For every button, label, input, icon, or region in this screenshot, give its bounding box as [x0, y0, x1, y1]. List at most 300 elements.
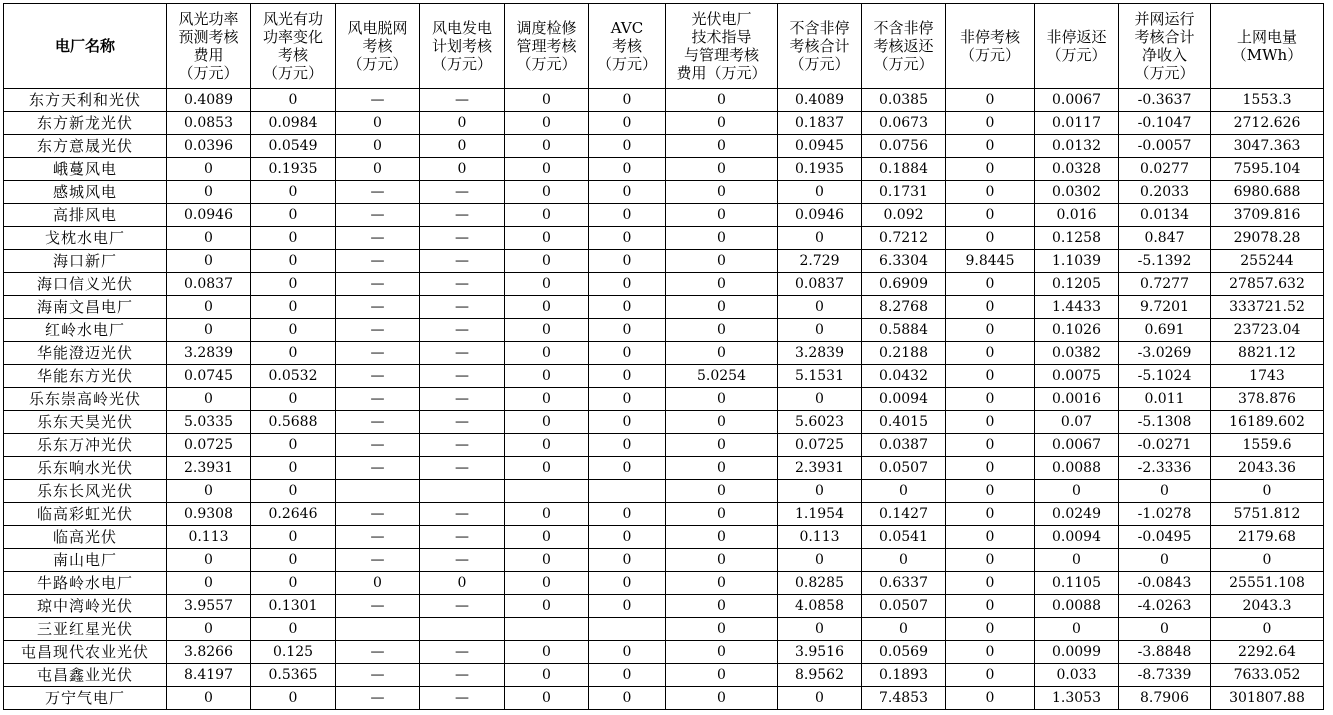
header-line: 电厂名称	[54, 37, 115, 55]
value-cell: 3709.816	[1211, 204, 1324, 227]
table-row	[4, 158, 1324, 181]
header-line: 风光有功	[262, 10, 323, 28]
value-cell: 23723.04	[1211, 319, 1324, 342]
value-cell: 0.0088	[1035, 457, 1119, 480]
value-cell: 9.8445	[946, 250, 1035, 273]
value-cell: 0	[862, 618, 946, 641]
value-cell: 0	[589, 135, 666, 158]
table-row	[4, 204, 1324, 227]
value-cell: 2292.64	[1211, 641, 1324, 664]
value-cell: 25551.108	[1211, 572, 1324, 595]
header-line: 调度检修	[516, 19, 577, 37]
value-cell: 0	[666, 319, 778, 342]
value-cell: 0.0067	[1035, 89, 1119, 112]
value-cell: 0.2646	[251, 503, 336, 526]
plant-name-cell: 万宁气电厂	[4, 687, 167, 710]
value-cell: —	[420, 595, 505, 618]
value-cell: —	[420, 641, 505, 664]
value-cell: —	[420, 388, 505, 411]
value-cell: 0.9308	[167, 503, 251, 526]
table-row	[4, 273, 1324, 296]
value-cell: 0	[946, 411, 1035, 434]
value-cell: 0	[1119, 480, 1211, 503]
value-cell: 0	[946, 664, 1035, 687]
value-cell: 0.691	[1119, 319, 1211, 342]
value-cell: 2043.36	[1211, 457, 1324, 480]
header-line: 非停返还	[1046, 28, 1107, 46]
value-cell: 0	[251, 526, 336, 549]
header-line: 风光功率	[178, 10, 239, 28]
value-cell: 2.729	[778, 250, 862, 273]
value-cell: 0	[946, 135, 1035, 158]
value-cell: —	[336, 204, 420, 227]
value-cell: 0	[505, 572, 589, 595]
value-cell: 9.7201	[1119, 296, 1211, 319]
header-line: 费用（万元）	[676, 64, 767, 82]
value-cell: 0	[666, 250, 778, 273]
header-line: （万元）	[431, 55, 492, 73]
value-cell: 0	[666, 549, 778, 572]
value-cell: 0	[505, 296, 589, 319]
value-cell	[420, 618, 505, 641]
value-cell: 0.0067	[1035, 434, 1119, 457]
table-row	[4, 457, 1324, 480]
value-cell: 0.1935	[778, 158, 862, 181]
value-cell: 301807.88	[1211, 687, 1324, 710]
table-row	[4, 319, 1324, 342]
value-cell: 0	[251, 296, 336, 319]
value-cell: —	[420, 434, 505, 457]
value-cell: 0	[505, 135, 589, 158]
header-line: 净收入	[1141, 46, 1187, 64]
value-cell: 0	[505, 342, 589, 365]
value-cell: 5.0254	[666, 365, 778, 388]
value-cell: 0	[251, 572, 336, 595]
value-cell: 0.7212	[862, 227, 946, 250]
value-cell: 0	[167, 296, 251, 319]
table-row	[4, 572, 1324, 595]
value-cell: 0.016	[1035, 204, 1119, 227]
value-cell: 0.0549	[251, 135, 336, 158]
value-cell: 0	[778, 549, 862, 572]
value-cell: 0	[778, 687, 862, 710]
value-cell: —	[336, 365, 420, 388]
header-line: （万元）	[347, 55, 408, 73]
value-cell: 2179.68	[1211, 526, 1324, 549]
value-cell: 0	[336, 572, 420, 595]
value-cell: 0	[505, 181, 589, 204]
header-line: 非停考核	[959, 28, 1020, 46]
value-cell: 0.0507	[862, 595, 946, 618]
value-cell: —	[336, 664, 420, 687]
value-cell: 0.6909	[862, 273, 946, 296]
value-cell: 0	[666, 687, 778, 710]
header-line: 与管理考核	[683, 46, 759, 64]
value-cell: 29078.28	[1211, 227, 1324, 250]
table-row	[4, 687, 1324, 710]
value-cell: —	[336, 273, 420, 296]
value-cell: 0.1301	[251, 595, 336, 618]
value-cell: 27857.632	[1211, 273, 1324, 296]
value-cell: 0	[505, 664, 589, 687]
header-line: 不含非停	[789, 19, 850, 37]
value-cell: 0	[505, 250, 589, 273]
value-cell: 1.4433	[1035, 296, 1119, 319]
value-cell: —	[336, 411, 420, 434]
header-line: （万元）	[178, 64, 239, 82]
value-cell: 1559.6	[1211, 434, 1324, 457]
value-cell: 1.1039	[1035, 250, 1119, 273]
value-cell: 0	[666, 112, 778, 135]
value-cell: -0.0271	[1119, 434, 1211, 457]
value-cell: 0	[251, 457, 336, 480]
table-row	[4, 296, 1324, 319]
value-cell: 0.1205	[1035, 273, 1119, 296]
value-cell: 0.0837	[167, 273, 251, 296]
value-cell: 0.4015	[862, 411, 946, 434]
plant-name-cell: 乐东崇高岭光伏	[4, 388, 167, 411]
value-cell: 0	[1035, 618, 1119, 641]
table-row	[4, 434, 1324, 457]
header-line: 上网电量	[1236, 28, 1297, 46]
value-cell: —	[420, 457, 505, 480]
value-cell: 7633.052	[1211, 664, 1324, 687]
value-cell: 0	[666, 434, 778, 457]
value-cell: 0	[946, 89, 1035, 112]
value-cell: 0	[666, 89, 778, 112]
value-cell: 0.1935	[251, 158, 336, 181]
value-cell: —	[336, 296, 420, 319]
header-line: 计划考核	[431, 37, 492, 55]
value-cell: 0.0725	[778, 434, 862, 457]
value-cell: 0	[420, 572, 505, 595]
value-cell	[505, 480, 589, 503]
value-cell: 0.0328	[1035, 158, 1119, 181]
value-cell: —	[336, 181, 420, 204]
value-cell	[505, 618, 589, 641]
value-cell: —	[336, 227, 420, 250]
header-line: 风电脱网	[347, 19, 408, 37]
header-line: 考核	[362, 37, 393, 55]
value-cell: 0	[167, 227, 251, 250]
value-cell: 0.5688	[251, 411, 336, 434]
value-cell: 0	[167, 687, 251, 710]
column-header	[666, 4, 778, 89]
table-row	[4, 480, 1324, 503]
value-cell: -1.0278	[1119, 503, 1211, 526]
value-cell: 0	[167, 480, 251, 503]
plant-name-cell: 华能澄迈光伏	[4, 342, 167, 365]
value-cell: 0	[167, 388, 251, 411]
value-cell: -5.1024	[1119, 365, 1211, 388]
value-cell: 0	[1211, 549, 1324, 572]
plant-name-cell: 东方天利和光伏	[4, 89, 167, 112]
plant-name-cell: 海口新厂	[4, 250, 167, 273]
value-cell	[420, 480, 505, 503]
value-cell: 0	[1035, 549, 1119, 572]
value-cell: 0.1258	[1035, 227, 1119, 250]
header-line: 考核	[611, 37, 642, 55]
header-line: （万元）	[959, 46, 1020, 64]
value-cell: 0	[505, 204, 589, 227]
value-cell: —	[420, 181, 505, 204]
column-header	[1211, 4, 1324, 89]
header-line: （万元）	[596, 55, 657, 73]
value-cell: 0	[505, 595, 589, 618]
value-cell: 0	[666, 526, 778, 549]
value-cell: 0	[666, 204, 778, 227]
value-cell: 8.4197	[167, 664, 251, 687]
table-row	[4, 135, 1324, 158]
value-cell: 0	[666, 641, 778, 664]
plant-name-cell: 乐东万冲光伏	[4, 434, 167, 457]
value-cell: 0	[946, 595, 1035, 618]
value-cell: 0.092	[862, 204, 946, 227]
value-cell: 1743	[1211, 365, 1324, 388]
value-cell: —	[336, 549, 420, 572]
header-row	[4, 4, 1324, 89]
table-row	[4, 365, 1324, 388]
header-line: 考核合计	[789, 37, 850, 55]
value-cell: 0	[505, 549, 589, 572]
value-cell: 0.7277	[1119, 273, 1211, 296]
value-cell: 0	[666, 480, 778, 503]
value-cell: 0.0946	[778, 204, 862, 227]
value-cell: -0.1047	[1119, 112, 1211, 135]
value-cell: 0	[589, 227, 666, 250]
value-cell: 0	[1211, 618, 1324, 641]
value-cell: 0	[167, 572, 251, 595]
value-cell: —	[420, 664, 505, 687]
value-cell: 0	[589, 503, 666, 526]
value-cell: 0	[666, 181, 778, 204]
value-cell: 0	[666, 503, 778, 526]
value-cell: 0	[666, 388, 778, 411]
value-cell: 0	[666, 572, 778, 595]
plant-name-cell: 琼中湾岭光伏	[4, 595, 167, 618]
value-cell: —	[336, 595, 420, 618]
value-cell: 0	[946, 618, 1035, 641]
value-cell: —	[420, 250, 505, 273]
value-cell: 0	[666, 273, 778, 296]
value-cell: 0.1105	[1035, 572, 1119, 595]
value-cell: —	[420, 319, 505, 342]
value-cell: 0	[666, 296, 778, 319]
value-cell: 0	[589, 641, 666, 664]
value-cell: 0	[505, 365, 589, 388]
value-cell: 0	[420, 112, 505, 135]
table-row	[4, 388, 1324, 411]
header-line: 功率变化	[262, 28, 323, 46]
plant-name-cell: 屯昌现代农业光伏	[4, 641, 167, 664]
column-header	[946, 4, 1035, 89]
value-cell: 0	[251, 89, 336, 112]
value-cell: 0	[1035, 480, 1119, 503]
value-cell	[336, 618, 420, 641]
value-cell: 6980.688	[1211, 181, 1324, 204]
value-cell: 0.0277	[1119, 158, 1211, 181]
value-cell: 0	[589, 411, 666, 434]
value-cell: 0	[589, 549, 666, 572]
value-cell: —	[336, 342, 420, 365]
value-cell: —	[420, 549, 505, 572]
value-cell: 0.0134	[1119, 204, 1211, 227]
plant-name-cell: 屯昌鑫业光伏	[4, 664, 167, 687]
value-cell: —	[420, 342, 505, 365]
value-cell: 1553.3	[1211, 89, 1324, 112]
value-cell: 3.2839	[778, 342, 862, 365]
value-cell: 0.0016	[1035, 388, 1119, 411]
header-line: （万元）	[1134, 64, 1195, 82]
value-cell: 0	[589, 250, 666, 273]
value-cell: 0.0387	[862, 434, 946, 457]
plant-name-cell: 三亚红星光伏	[4, 618, 167, 641]
value-cell: 0	[1211, 480, 1324, 503]
plant-name-cell: 乐东长风光伏	[4, 480, 167, 503]
header-line: 并网运行	[1134, 10, 1195, 28]
header-line: （万元）	[873, 55, 934, 73]
value-cell: 0.4089	[167, 89, 251, 112]
value-cell: —	[420, 204, 505, 227]
value-cell: —	[336, 526, 420, 549]
value-cell: 0	[505, 112, 589, 135]
value-cell: 0.8285	[778, 572, 862, 595]
header-line: 考核	[277, 46, 308, 64]
value-cell: —	[420, 503, 505, 526]
value-cell: 0.2188	[862, 342, 946, 365]
value-cell: 0.0385	[862, 89, 946, 112]
table-row	[4, 526, 1324, 549]
value-cell: 0	[666, 411, 778, 434]
plant-name-cell: 南山电厂	[4, 549, 167, 572]
value-cell: 5.0335	[167, 411, 251, 434]
value-cell: 5751.812	[1211, 503, 1324, 526]
value-cell: —	[336, 89, 420, 112]
value-cell: —	[420, 273, 505, 296]
value-cell: 0.0837	[778, 273, 862, 296]
value-cell: 0	[589, 319, 666, 342]
value-cell: 0.0117	[1035, 112, 1119, 135]
value-cell: 5.6023	[778, 411, 862, 434]
table-row	[4, 641, 1324, 664]
table-body	[4, 89, 1324, 710]
value-cell: 0	[589, 388, 666, 411]
value-cell: 0.1026	[1035, 319, 1119, 342]
value-cell: 0.0745	[167, 365, 251, 388]
value-cell: 0	[946, 503, 1035, 526]
value-cell: 2.3931	[167, 457, 251, 480]
value-cell: 0.0094	[862, 388, 946, 411]
value-cell: 3.8266	[167, 641, 251, 664]
value-cell: 0	[946, 158, 1035, 181]
value-cell: -4.0263	[1119, 595, 1211, 618]
value-cell: 0.0946	[167, 204, 251, 227]
value-cell: 0	[251, 480, 336, 503]
value-cell: 0.0382	[1035, 342, 1119, 365]
value-cell: 333721.52	[1211, 296, 1324, 319]
value-cell: 0.0541	[862, 526, 946, 549]
value-cell: 0	[666, 457, 778, 480]
value-cell: 0	[167, 158, 251, 181]
table-row	[4, 549, 1324, 572]
value-cell: 0	[251, 549, 336, 572]
value-cell: 0	[251, 342, 336, 365]
value-cell: 5.1531	[778, 365, 862, 388]
value-cell: 0	[505, 411, 589, 434]
value-cell	[336, 480, 420, 503]
value-cell: 16189.602	[1211, 411, 1324, 434]
value-cell: 0	[589, 526, 666, 549]
value-cell: 0	[666, 135, 778, 158]
value-cell: 0	[946, 526, 1035, 549]
table-row	[4, 250, 1324, 273]
value-cell: 0	[946, 365, 1035, 388]
value-cell: 0	[862, 480, 946, 503]
value-cell: 0.5884	[862, 319, 946, 342]
value-cell: 0	[666, 595, 778, 618]
column-header	[862, 4, 946, 89]
value-cell: —	[420, 296, 505, 319]
value-cell: 0.0569	[862, 641, 946, 664]
value-cell: 0	[946, 687, 1035, 710]
value-cell: —	[336, 687, 420, 710]
value-cell: 0	[251, 687, 336, 710]
value-cell: -3.8848	[1119, 641, 1211, 664]
value-cell: 0	[946, 112, 1035, 135]
plant-name-cell: 红岭水电厂	[4, 319, 167, 342]
value-cell: 0.5365	[251, 664, 336, 687]
value-cell: 0.1884	[862, 158, 946, 181]
header-line: （万元）	[262, 64, 323, 82]
header-line: （MWh）	[1231, 46, 1303, 64]
value-cell: —	[420, 227, 505, 250]
value-cell: 0.0507	[862, 457, 946, 480]
value-cell: —	[336, 250, 420, 273]
value-cell: 378.876	[1211, 388, 1324, 411]
plant-name-cell: 东方意晟光伏	[4, 135, 167, 158]
value-cell: 0	[666, 227, 778, 250]
plant-name-cell: 海南文昌电厂	[4, 296, 167, 319]
value-cell: 0	[1119, 618, 1211, 641]
value-cell: 0.1731	[862, 181, 946, 204]
value-cell: 0	[167, 181, 251, 204]
plant-name-cell: 海口信义光伏	[4, 273, 167, 296]
value-cell: —	[420, 687, 505, 710]
plant-name-cell: 感城风电	[4, 181, 167, 204]
value-cell: 8.7906	[1119, 687, 1211, 710]
value-cell: 6.3304	[862, 250, 946, 273]
value-cell: 0	[589, 296, 666, 319]
value-cell: 0	[505, 526, 589, 549]
value-cell: 0.0673	[862, 112, 946, 135]
column-header	[778, 4, 862, 89]
plant-name-cell: 戈枕水电厂	[4, 227, 167, 250]
column-header-plant-name	[4, 4, 167, 89]
value-cell: 0	[420, 158, 505, 181]
value-cell: 0	[251, 181, 336, 204]
plant-name-cell: 临高光伏	[4, 526, 167, 549]
value-cell: 0.0075	[1035, 365, 1119, 388]
value-cell: 0.1427	[862, 503, 946, 526]
value-cell: 8821.12	[1211, 342, 1324, 365]
value-cell: 3.9516	[778, 641, 862, 664]
value-cell: 0.6337	[862, 572, 946, 595]
value-cell	[589, 480, 666, 503]
value-cell: -5.1308	[1119, 411, 1211, 434]
value-cell: 255244	[1211, 250, 1324, 273]
value-cell: -2.3336	[1119, 457, 1211, 480]
value-cell: 0.1837	[778, 112, 862, 135]
